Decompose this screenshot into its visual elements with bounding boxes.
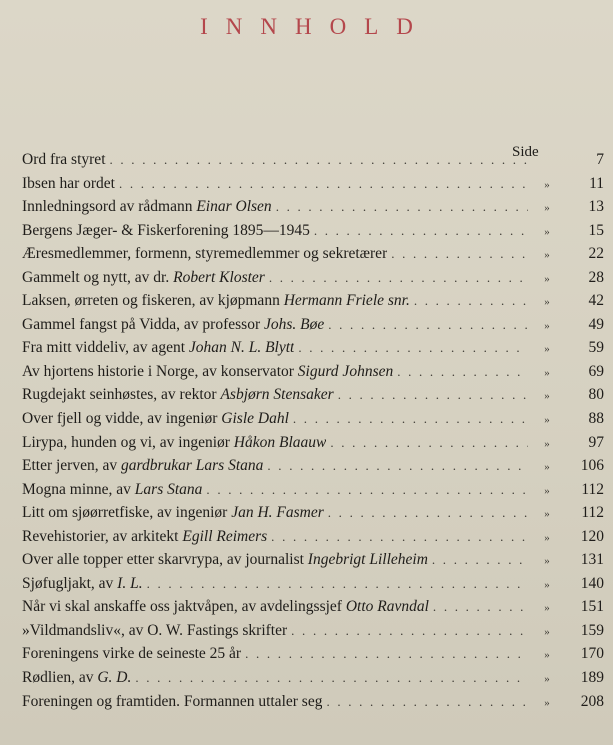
toc-entry (22, 431, 604, 455)
side-column-label: Side (512, 144, 539, 160)
ditto-mark: » (544, 602, 550, 615)
toc-entry-text: Foreningen og framtiden. Formannen uttaler seg (22, 692, 323, 710)
ditto-mark: » (544, 649, 550, 662)
table-of-contents (22, 148, 604, 713)
dot-leader (206, 478, 528, 502)
dot-leader (432, 548, 528, 572)
dot-leader (330, 431, 528, 455)
toc-entry-title (22, 219, 310, 243)
toc-entry (22, 501, 604, 525)
toc-entry (22, 407, 604, 431)
toc-entry-title (22, 407, 289, 431)
toc-entry-text: Av hjortens historie i Norge, av konservator (22, 362, 298, 380)
ditto-mark: » (544, 437, 550, 450)
page-number: 11 (589, 174, 604, 192)
toc-entry-text: Revehistorier, av arkitekt (22, 527, 183, 545)
ditto-mark: » (544, 414, 550, 427)
toc-entry-text: Rugdejakt seinhøstes, av rektor (22, 386, 221, 404)
dot-leader (135, 666, 528, 690)
page-heading: INNHOLD (200, 14, 431, 39)
dot-leader (271, 525, 528, 549)
toc-entry-title (22, 383, 334, 407)
toc-entry (22, 336, 604, 360)
toc-entry (22, 148, 604, 172)
toc-entry (22, 360, 604, 384)
toc-entry (22, 642, 604, 666)
toc-entry (22, 242, 604, 266)
toc-entry (22, 478, 604, 502)
dot-leader (414, 289, 528, 313)
toc-entry-title (22, 548, 428, 572)
toc-entry-title (22, 642, 241, 666)
dot-leader (298, 336, 528, 360)
page-number: 120 (580, 527, 604, 545)
toc-entry-author: Lars Stana (134, 480, 203, 498)
ditto-mark: » (544, 484, 550, 497)
toc-entry-title (22, 172, 115, 196)
ditto-mark: » (544, 225, 550, 238)
page-number: 88 (588, 410, 604, 428)
ditto-mark: » (544, 578, 550, 591)
toc-entry (22, 619, 604, 643)
toc-entry-text: Når vi skal anskaffe oss jaktvåpen, av avdelingssjef (22, 598, 346, 616)
ditto-mark: » (544, 625, 550, 638)
toc-entry (22, 595, 604, 619)
toc-entry-text: Litt om sjøørretfiske, av ingeniør (22, 504, 232, 522)
toc-entry-text: Bergens Jæger- & Fiskerforening 1895—1945 (22, 221, 310, 239)
toc-entry-author: Hermann Friele snr. (283, 292, 410, 310)
toc-entry-text: Mogna minne, av (22, 480, 135, 498)
toc-entry-author: Robert Kloster (173, 268, 265, 286)
ditto-mark: » (544, 272, 550, 285)
toc-entry (22, 525, 604, 549)
toc-entry-title (22, 148, 106, 172)
toc-entry-author: Einar Olsen (196, 198, 272, 216)
dot-leader (328, 313, 528, 337)
page-number: 42 (588, 292, 604, 310)
toc-entry-text: »Vildmandsliv«, av O. W. Fastings skrifter (22, 621, 288, 639)
page-number: 69 (588, 362, 604, 380)
toc-entry-author: Johs. Bøe (263, 315, 325, 333)
toc-entry-title (22, 289, 410, 313)
toc-entry-title (22, 595, 429, 619)
toc-entry (22, 289, 604, 313)
toc-entry (22, 219, 604, 243)
dot-leader (276, 195, 528, 219)
toc-entry (22, 572, 604, 596)
ditto-mark: » (544, 673, 550, 686)
toc-entry-title (22, 619, 287, 643)
ditto-mark: » (544, 343, 550, 356)
toc-entry-text: Ibsen har ordet (22, 174, 115, 192)
toc-entry-title (22, 266, 265, 290)
page-number: 131 (580, 551, 604, 569)
toc-entry-text: Etter jerven, av (22, 457, 121, 475)
dot-leader (291, 619, 528, 643)
dot-leader (326, 690, 528, 714)
page-number: 49 (588, 315, 604, 333)
toc-entry-text: Sjøfugljakt, av (22, 574, 118, 592)
page-number: 80 (588, 386, 604, 404)
ditto-mark: » (544, 319, 550, 332)
toc-entry-title (22, 431, 326, 455)
toc-entry (22, 690, 604, 714)
toc-entry-text: Gammelt og nytt, av dr. (22, 268, 174, 286)
page-number: 106 (580, 457, 604, 475)
page-number: 208 (580, 692, 604, 710)
toc-entry-title (22, 360, 393, 384)
ditto-mark: » (544, 555, 550, 568)
ditto-mark: » (544, 202, 550, 215)
page-number: 170 (580, 645, 604, 663)
toc-entry-title (22, 501, 324, 525)
toc-entry (22, 548, 604, 572)
dot-leader (314, 219, 528, 243)
ditto-mark: » (544, 531, 550, 544)
page-number: 140 (580, 574, 604, 592)
ditto-mark: » (544, 366, 550, 379)
ditto-mark: » (544, 178, 550, 191)
toc-entry-title (22, 313, 324, 337)
toc-entry-text: Ord fra styret (22, 151, 106, 168)
page-number: 151 (580, 598, 604, 616)
toc-entry-text: Lirypa, hunden og vi, av ingeniør (22, 433, 234, 451)
toc-entry-text: Laksen, ørreten og fiskeren, av kjøpmann (22, 292, 284, 310)
dot-leader (267, 454, 528, 478)
dot-leader (433, 595, 528, 619)
page-number: 15 (588, 221, 604, 239)
dot-leader (245, 642, 528, 666)
toc-entry-text: Over fjell og vidde, av ingeniør (22, 410, 222, 428)
toc-entry-title (22, 525, 267, 549)
toc-entry-title (22, 666, 131, 690)
page-number: 189 (580, 669, 604, 687)
toc-entry-title (22, 195, 272, 219)
toc-entry-text: Gammel fangst på Vidda, av professor (22, 315, 264, 333)
dot-leader (338, 383, 528, 407)
toc-entry (22, 454, 604, 478)
toc-entry-title (22, 242, 387, 266)
toc-entry-text: Æresmedlemmer, formenn, styremedlemmer og sekretærer (22, 245, 388, 263)
toc-entry-text: Over alle topper etter skarvrypa, av journalist (22, 551, 308, 569)
toc-entry-author: Otto Ravndal (345, 598, 429, 616)
ditto-mark: » (544, 249, 550, 262)
toc-entry-author: Gisle Dahl (221, 410, 289, 428)
toc-entry-text: Fra mitt viddeliv, av agent (22, 339, 189, 357)
toc-entry-author: G. D. (97, 669, 132, 687)
toc-entry-author: I. L. (117, 574, 143, 592)
dot-leader (391, 242, 528, 266)
toc-entry-author: Håkon Blaauw (233, 433, 327, 451)
page-number: 22 (588, 245, 604, 263)
toc-entry (22, 666, 604, 690)
ditto-mark: » (544, 390, 550, 403)
dot-leader (110, 148, 529, 172)
dot-leader (397, 360, 528, 384)
toc-entry-author: gardbrukar Lars Stana (120, 457, 264, 475)
toc-entry-author: Asbjørn Stensaker (220, 386, 334, 404)
page-number: 97 (588, 433, 604, 451)
ditto-mark: » (544, 461, 550, 474)
toc-entry (22, 266, 604, 290)
page-number: 13 (588, 198, 604, 216)
dot-leader (147, 572, 528, 596)
ditto-mark: » (544, 296, 550, 309)
dot-leader (293, 407, 528, 431)
toc-entry-title (22, 572, 143, 596)
toc-entry-text: Rødlien, av (22, 669, 98, 687)
dot-leader (269, 266, 528, 290)
dot-leader (119, 172, 528, 196)
toc-entry (22, 383, 604, 407)
page-number: 112 (581, 504, 604, 522)
dot-leader (328, 501, 528, 525)
page-number: 28 (588, 268, 604, 286)
ditto-mark: » (544, 508, 550, 521)
toc-entry-text: Foreningens virke de seineste 25 år (22, 645, 242, 663)
page-number: 112 (581, 480, 604, 498)
toc-entry-author: Sigurd Johnsen (297, 362, 394, 380)
page-number: 159 (580, 621, 604, 639)
toc-entry-title (22, 690, 322, 714)
toc-entry-text: Innledningsord av rådmann (22, 198, 197, 216)
toc-entry-author: Egill Reimers (182, 527, 268, 545)
toc-entry-author: Jan H. Fasmer (231, 504, 324, 522)
toc-entry-author: Ingebrigt Lilleheim (307, 551, 428, 569)
toc-entry-author: Johan N. L. Blytt (188, 339, 295, 357)
page-number: 7 (596, 151, 604, 168)
toc-entry-title (22, 478, 202, 502)
toc-entry (22, 195, 604, 219)
toc-entry-title (22, 454, 263, 478)
page-number: 59 (588, 339, 604, 357)
toc-entry-title (22, 336, 294, 360)
toc-entry (22, 313, 604, 337)
toc-entry (22, 172, 604, 196)
ditto-mark: » (544, 696, 550, 709)
